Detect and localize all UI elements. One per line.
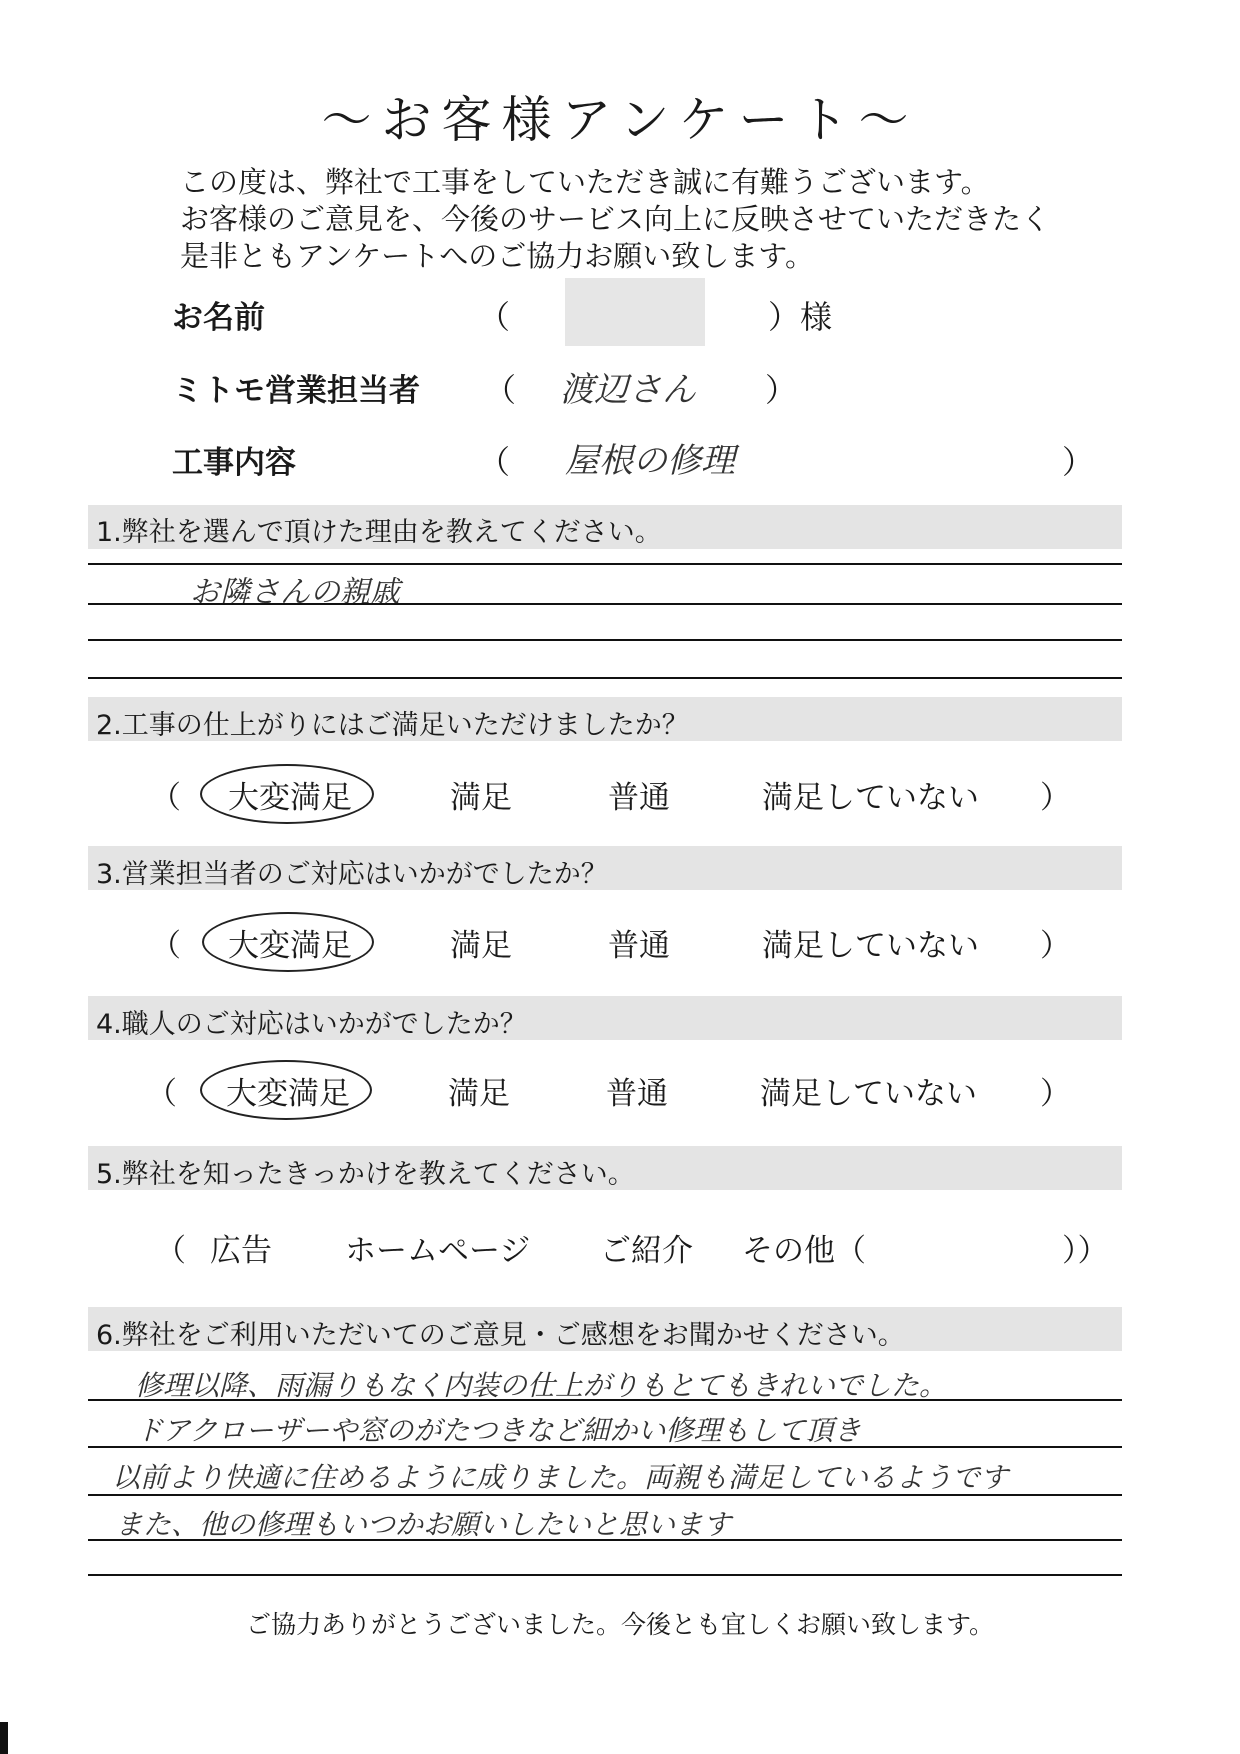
name-label: お名前 [172, 300, 265, 336]
work-close-paren: ） [1062, 443, 1095, 481]
intro-line-1: この度は、弊社で工事をしていただき誠に有難うございます。 [180, 165, 990, 199]
name-close-paren: ）様 [768, 298, 833, 336]
work-value: 屋根の修理 [565, 441, 735, 481]
q3-option-2: 満足 [450, 928, 512, 964]
q6-answer-line-2: ドアクローザーや窓のがたつきなど細かい修理もして頂き [135, 1414, 862, 1447]
q3-option-3: 普通 [608, 928, 670, 964]
q6-rule-1 [88, 1399, 1122, 1401]
q4-open-paren: （ [146, 1076, 177, 1112]
q2-option-3: 普通 [608, 780, 670, 816]
q4-option-4: 満足していない [760, 1076, 977, 1112]
footer-thanks: ご協力ありがとうございました。今後とも宜しくお願い致します。 [245, 1610, 994, 1639]
q6-rule-2 [88, 1446, 1122, 1448]
q2-close-paren: ） [1040, 780, 1071, 816]
sales-close-paren: ） [765, 371, 798, 409]
q5-option-2: ホームページ [345, 1233, 531, 1269]
q1-rule-3 [88, 639, 1122, 641]
q4-option-1: 大変満足 [226, 1076, 350, 1112]
q5-open-paren: （ [155, 1233, 186, 1269]
scan-edge-mark [0, 1722, 8, 1754]
sales-value: 渡辺さん [560, 370, 696, 410]
q4-close-paren: ） [1040, 1076, 1071, 1112]
q6-answer-line-4: また、他の修理もいつかお願いしたいと思います [115, 1508, 732, 1541]
q2-option-2: 満足 [450, 780, 512, 816]
sales-open-paren: （ [484, 371, 517, 409]
q5-close-paren: ）） [1062, 1233, 1109, 1269]
intro-line-2: お客様のご意見を、今後のサービス向上に反映させていただきたく [180, 202, 1051, 236]
q5-option-1: 広告 [210, 1233, 272, 1269]
q1-answer: お隣さんの親戚 [190, 575, 400, 610]
q6-answer-line-3: 以前より快適に住めるように成りました。両親も満足しているようです [112, 1461, 1009, 1494]
q5-option-4: その他（ [742, 1233, 866, 1269]
q2-option-1: 大変満足 [228, 780, 352, 816]
q3-option-1: 大変満足 [228, 928, 352, 964]
q2-open-paren: （ [150, 780, 181, 816]
q1-rule-2 [88, 603, 1122, 605]
name-redaction [565, 278, 705, 346]
q1-question: 1.弊社を選んで頂けた理由を教えてください。 [96, 517, 662, 548]
work-open-paren: （ [478, 443, 511, 481]
sales-label: ミトモ営業担当者 [172, 373, 420, 409]
name-open-paren: （ [478, 298, 511, 336]
q1-rule-4 [88, 677, 1122, 679]
q6-rule-4 [88, 1539, 1122, 1541]
q4-option-2: 満足 [448, 1076, 510, 1112]
q5-option-3: ご紹介 [600, 1233, 693, 1269]
q6-rule-5 [88, 1574, 1122, 1576]
q2-option-4: 満足していない [762, 780, 979, 816]
q6-question: 6.弊社をご利用いただいてのご意見・ご感想をお聞かせください。 [96, 1320, 905, 1351]
q3-option-4: 満足していない [762, 928, 979, 964]
q1-rule-1 [88, 563, 1122, 565]
page-title: ～お客様アンケート～ [321, 91, 919, 149]
work-label: 工事内容 [172, 445, 296, 481]
q2-question: 2.工事の仕上がりにはご満足いただけましたか？ [96, 710, 689, 741]
q3-question: 3.営業担当者のご対応はいかがでしたか？ [96, 859, 608, 890]
q6-rule-3 [88, 1494, 1122, 1496]
intro-line-3: 是非ともアンケートへのご協力お願い致します。 [180, 239, 814, 273]
q3-open-paren: （ [150, 928, 181, 964]
q4-question: 4.職人のご対応はいかがでしたか？ [96, 1009, 527, 1040]
q4-option-3: 普通 [606, 1076, 668, 1112]
q5-question: 5.弊社を知ったきっかけを教えてください。 [96, 1159, 635, 1190]
q6-answer-line-1: 修理以降、雨漏りもなく内装の仕上がりもとてもきれいでした。 [135, 1369, 948, 1402]
q3-close-paren: ） [1040, 928, 1071, 964]
